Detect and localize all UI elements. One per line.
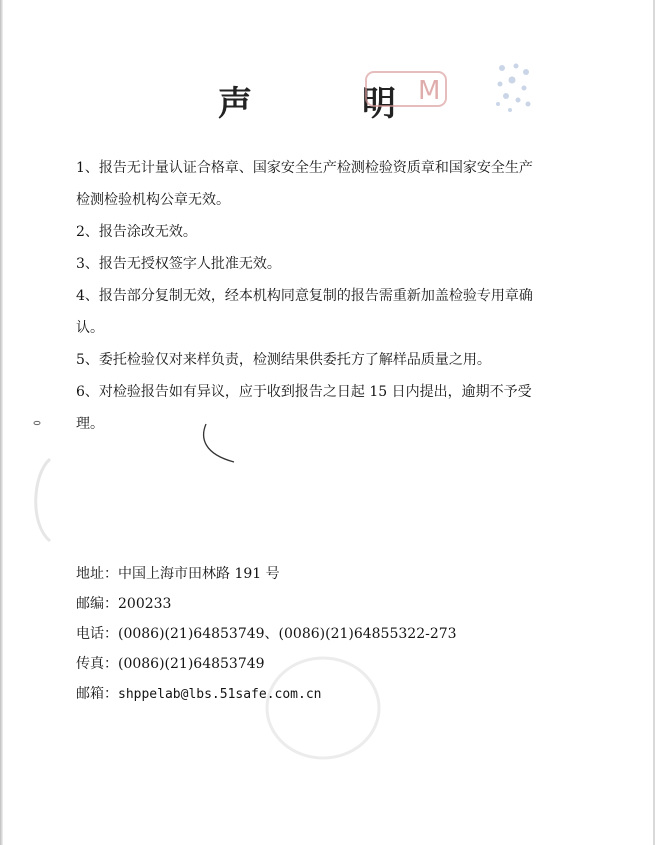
stamp-letter: M [418, 76, 441, 106]
red-stamp-mark [364, 68, 448, 110]
title-char-2: 明 [362, 84, 396, 124]
declaration-clauses [76, 152, 546, 440]
faint-seal-left [26, 455, 56, 545]
phone-line: 电话：(0086)(21)64853749、(0086)(21)64855322-273 [76, 626, 457, 642]
margin-mark [32, 418, 42, 428]
title-char-1: 声 [218, 84, 252, 124]
clause-4: 4、报告部分复制无效，经本机构同意复制的报告需重新加盖检验专用章确认。 [76, 288, 533, 336]
fax-line: 传真：(0086)(21)64853749 [76, 656, 265, 672]
address-line: 地址：中国上海市田林路 191 号 [76, 566, 280, 582]
contact-info [76, 559, 556, 710]
email-line [76, 679, 556, 710]
postcode-line: 邮编：200233 [76, 596, 172, 612]
email-label: 邮箱： [76, 686, 118, 702]
email-address: shppelab@lbs.51safe.com.cn [118, 687, 322, 702]
page-edge-shadow [0, 0, 3, 845]
clause-5: 5、委托检验仅对来样负责，检测结果供委托方了解样品质量之用。 [76, 352, 491, 368]
blue-ink-smudge [488, 58, 538, 118]
clause-2: 2、报告涂改无效。 [76, 224, 197, 240]
clause-6: 6、对检验报告如有异议，应于收到报告之日起 15 日内提出，逾期不予受理。 [76, 384, 532, 432]
page-title [0, 76, 655, 124]
pen-stroke-mark [198, 420, 238, 466]
clause-1: 1、报告无计量认证合格章、国家安全生产检测检验资质章和国家安全生产检测检验机构公章无效。 [76, 160, 533, 208]
clause-3: 3、报告无授权签字人批准无效。 [76, 256, 281, 272]
